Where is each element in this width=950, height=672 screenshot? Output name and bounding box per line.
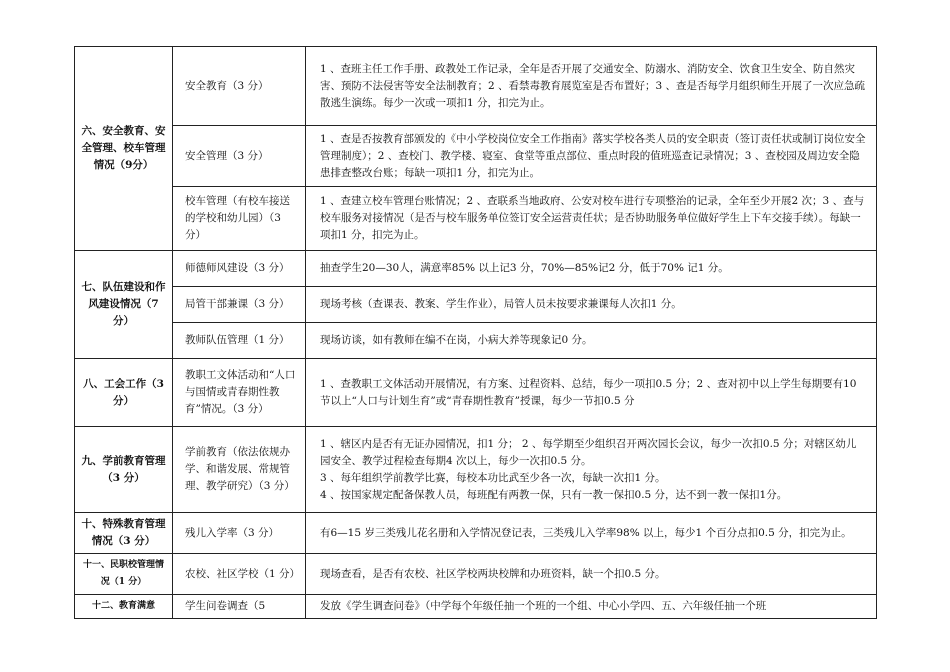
table-row bbox=[75, 513, 877, 554]
item-cell: 校车管理（有校车接送的学校和幼儿园）（3 分） bbox=[173, 187, 306, 251]
category-cell-11: 十一、民职校管理情况（1 分） bbox=[75, 554, 173, 595]
item-cell: 教师队伍管理（1 分） bbox=[173, 323, 306, 359]
table-row bbox=[75, 427, 877, 513]
table-row bbox=[75, 595, 877, 619]
item-cell: 局管干部兼课（3 分） bbox=[173, 287, 306, 323]
description-cell: 1 、查班主任工作手册、政教处工作记录，全年是否开展了交通安全、防溺水、消防安全、饮食卫生安全、防自然灾害、预防不法侵害等安全法制教育；2 、看禁毒教育展览室是否布置好；3 、查是否每学月组织师生开展了一次应急疏散逃生演练。每少一次或一项扣1 分，扣完为止。 bbox=[306, 47, 877, 126]
description-cell: 现场访谈，如有教师在编不在岗，小病大养等现象记0 分。 bbox=[306, 323, 877, 359]
description-cell: 抽查学生20—30人，满意率85% 以上记3 分，70%—85%记2 分，低于70% 记1 分。 bbox=[306, 251, 877, 287]
item-cell: 安全教育（3 分） bbox=[173, 47, 306, 126]
description-line: 3 、每年组织学前教学比赛，每校本功比武至少各一次，每缺一次扣1 分。 bbox=[320, 471, 666, 484]
table-row bbox=[75, 323, 877, 359]
item-cell: 学前教育（依法依规办学、和谐发展、常规管理、教学研究）（3 分） bbox=[173, 427, 306, 513]
evaluation-table bbox=[74, 46, 877, 619]
table-row bbox=[75, 187, 877, 251]
category-cell-12: 十二、教育满意 bbox=[75, 595, 173, 619]
table-row bbox=[75, 126, 877, 187]
table-row bbox=[75, 359, 877, 427]
table-row bbox=[75, 554, 877, 595]
category-cell-6: 六、安全教育、安全管理、校车管理情况（9分） bbox=[75, 47, 173, 251]
category-cell-7: 七、队伍建设和作风建设情况（7 分） bbox=[75, 251, 173, 359]
item-cell: 学生问卷调查（5 bbox=[173, 595, 306, 619]
item-cell: 师德师风建设（3 分） bbox=[173, 251, 306, 287]
category-cell-8: 八、工会工作（3 分） bbox=[75, 359, 173, 427]
item-cell: 残儿入学率（3 分） bbox=[173, 513, 306, 554]
table-row bbox=[75, 251, 877, 287]
table-row bbox=[75, 287, 877, 323]
category-cell-10: 十、特殊教育管理情况（3 分） bbox=[75, 513, 173, 554]
description-cell bbox=[306, 427, 877, 513]
description-cell: 1 、查建立校车管理台账情况；2 、查联系当地政府、公安对校车进行专项整治的记录，全年至少开展2 次；3 、查与校车服务对接情况（是否与校车服务单位签订安全运营责任状；是否协助服务单位做好学生上下车交接手续）。每缺一项扣1 分，扣完为止。 bbox=[306, 187, 877, 251]
item-cell: 教职工文体活动和“人口与国情或青春期性教育”情况。（3 分） bbox=[173, 359, 306, 427]
category-cell-9: 九、学前教育管理（3 分） bbox=[75, 427, 173, 513]
description-cell: 1 、查教职工文体活动开展情况，有方案、过程资料、总结，每少一项扣0.5 分；2 、查对初中以上学生每期要有10节以上“人口与计划生育”或“青春期性教育”授课，每少一节扣0.5 分 bbox=[306, 359, 877, 427]
description-cell: 1 、查是否按教育部颁发的《中小学校岗位安全工作指南》落实学校各类人员的安全职责（签订责任状或制订岗位安全管理制度）；2 、查校门、教学楼、寝室、食堂等重点部位、重点时段的值班巡查记录情况；3 、查校园及周边安全隐患排查整改台账；每缺一项扣1 分，扣完为止。 bbox=[306, 126, 877, 187]
table-row bbox=[75, 47, 877, 126]
item-cell: 安全管理（3 分） bbox=[173, 126, 306, 187]
item-cell: 农校、社区学校（1 分） bbox=[173, 554, 306, 595]
description-line: 1 、辖区内是否有无证办园情况，扣1 分； 2 、每学期至少组织召开两次园长会议，每少一次扣0.5 分；对辖区幼儿园安全、教学过程检查每期4 次以上，每少一次扣0.5 分。 bbox=[320, 437, 857, 467]
description-cell: 现场查看，是否有农校、社区学校两块校牌和办班资料，缺一个扣0.5 分。 bbox=[306, 554, 877, 595]
description-cell: 发放《学生调查问卷》（中学每个年级任抽一个班的一个组、中心小学四、五、六年级任抽一个班 bbox=[306, 595, 877, 619]
description-cell: 现场考核（查课表、教案、学生作业），局管人员未按要求兼课每人次扣1 分。 bbox=[306, 287, 877, 323]
description-cell: 有6—15 岁三类残儿花名册和入学情况登记表，三类残儿入学率98% 以上，每少1 个百分点扣0.5 分，扣完为止。 bbox=[306, 513, 877, 554]
description-line: 4 、按国家规定配备保教人员，每班配有两教一保，只有一教一保扣0.5 分，达不到一教一保扣1分。 bbox=[320, 488, 788, 501]
